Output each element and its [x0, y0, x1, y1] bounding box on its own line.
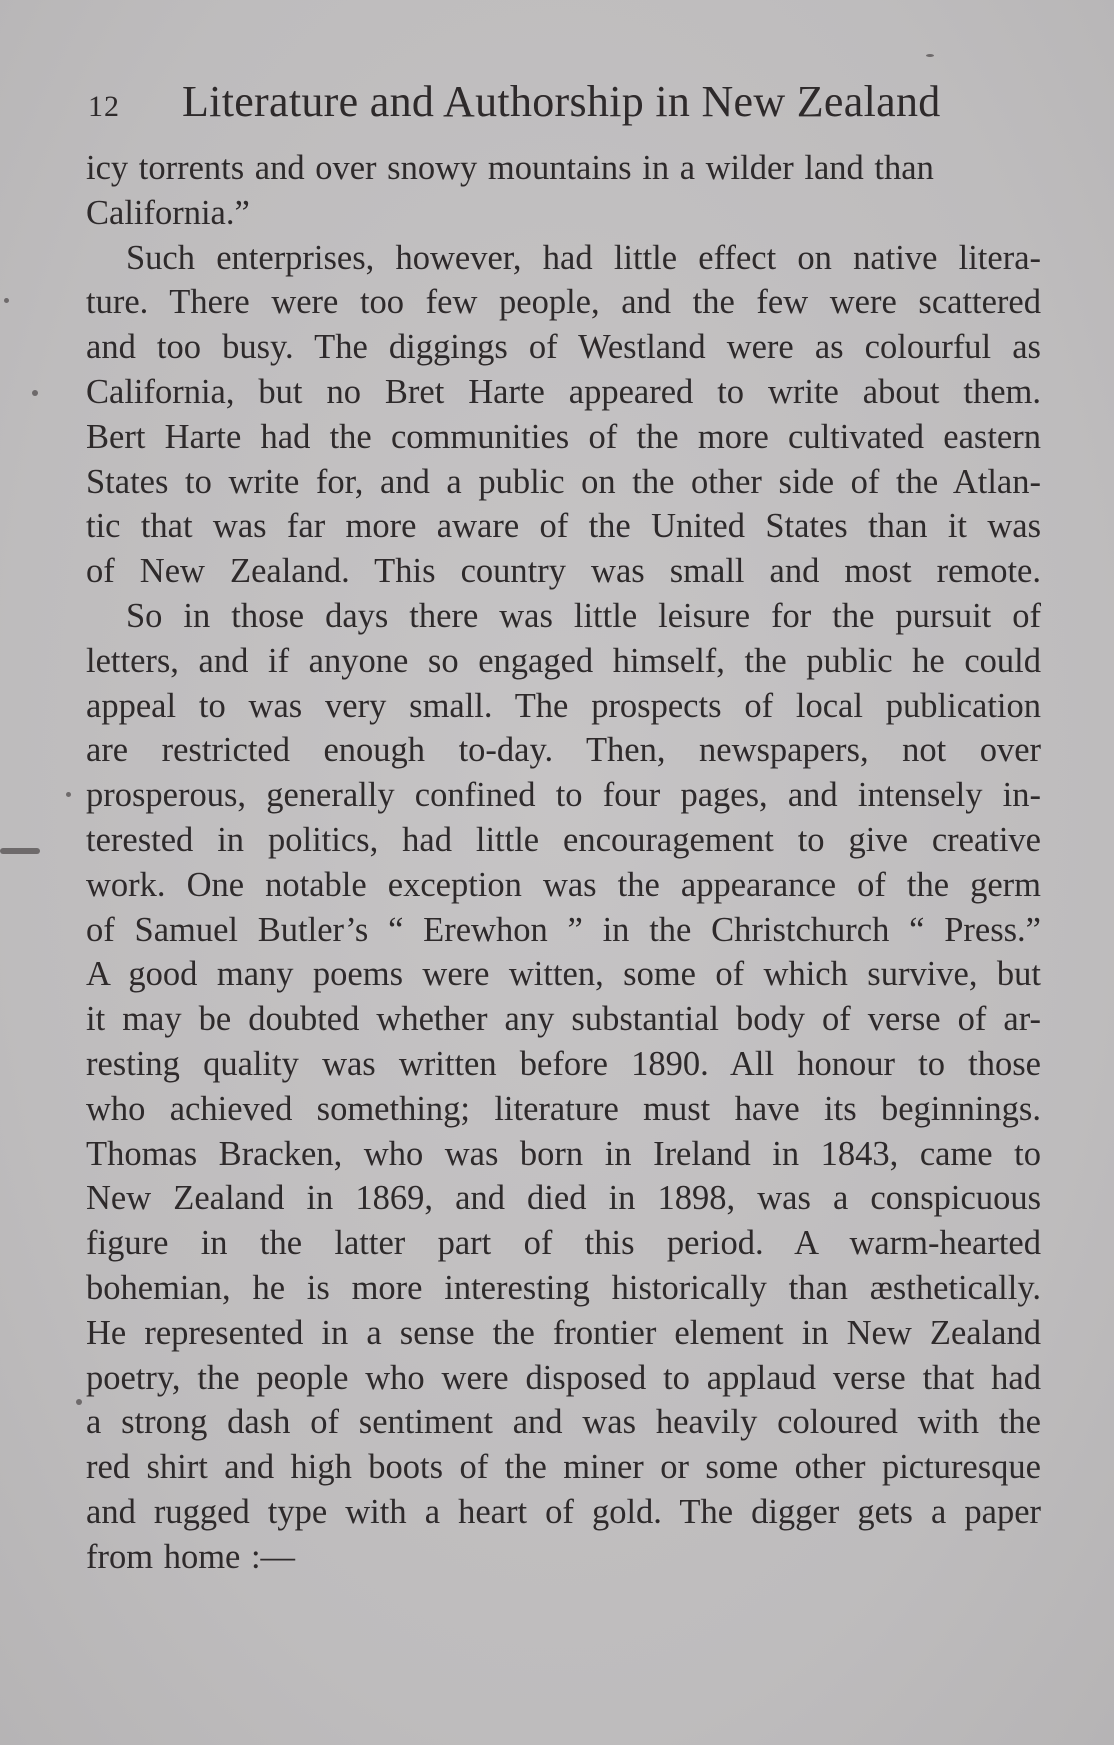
text-line: appeal to was very small. The prospects of local publication [86, 686, 1041, 725]
text-line: poetry, the people who were disposed to applaud verse that had [86, 1358, 1041, 1397]
scan-speck [32, 390, 38, 396]
text-line: Bert Harte had the communities of the more cultivated eastern [86, 417, 1041, 456]
body-text [86, 146, 1041, 1580]
text-line: red shirt and high boots of the miner or some other picturesque [86, 1448, 1041, 1487]
scan-speck [76, 1399, 82, 1405]
text-line: Thomas Bracken, who was born in Ireland in 1843, came to [86, 1134, 1041, 1173]
scan-speck [926, 54, 934, 57]
text-line: tic that was far more aware of the United States than it was [86, 507, 1041, 546]
text-line: ture. There were too few people, and the few were scattered [86, 283, 1041, 322]
text-line: from home :— [86, 1537, 296, 1576]
page-number: 12 [88, 90, 120, 123]
text-line: terested in politics, had little encouragement to give creative [86, 820, 1041, 859]
text-line: California, but no Bret Harte appeared to write about them. [86, 372, 1041, 411]
page-header [86, 72, 986, 132]
text-line: work. One notable exception was the appearance of the germ [86, 865, 1041, 904]
text-line: are restricted enough to-day. Then, newspapers, not over [86, 731, 1041, 770]
text-line: prosperous, generally confined to four pages, and intensely in- [86, 776, 1041, 815]
text-line: bohemian, he is more interesting historically than æsthetically. [86, 1268, 1041, 1307]
paragraph-start-line: Such enterprises, however, had little effect on native litera- [126, 238, 1041, 277]
text-line: California.” [86, 193, 250, 232]
paragraph-start-line: So in those days there was little leisure for the pursuit of [126, 596, 1041, 635]
text-line: A good many poems were witten, some of which survive, but [86, 955, 1041, 994]
text-line: New Zealand in 1869, and died in 1898, was a conspicuous [86, 1179, 1041, 1218]
text-line: a strong dash of sentiment and was heavily coloured with the [86, 1403, 1041, 1442]
text-line: letters, and if anyone so engaged himself, the public he could [86, 641, 1041, 680]
text-line: icy torrents and over snowy mountains in a wilder land than [86, 149, 934, 187]
text-line: and rugged type with a heart of gold. The digger gets a paper [86, 1492, 1041, 1531]
text-line: it may be doubted whether any substantial body of verse of ar- [86, 1000, 1041, 1039]
scan-speck [66, 792, 71, 797]
text-line: of New Zealand. This country was small and most remote. [86, 552, 1041, 591]
text-line: He represented in a sense the frontier element in New Zealand [86, 1313, 1041, 1352]
text-line: and too busy. The diggings of Westland were as colourful as [86, 328, 1041, 367]
running-title: Literature and Authorship in New Zealand [182, 77, 941, 126]
text-line: resting quality was written before 1890. All honour to those [86, 1044, 1041, 1083]
text-line: of Samuel Butler’s “ Erewhon ” in the Christchurch “ Press.” [86, 910, 1041, 949]
text-line: States to write for, and a public on the other side of the Atlan- [86, 462, 1041, 501]
text-line: figure in the latter part of this period. A warm-hearted [86, 1224, 1041, 1263]
scan-speck [4, 298, 9, 303]
text-line: who achieved something; literature must have its beginnings. [86, 1089, 1041, 1128]
scan-speck [0, 848, 40, 854]
